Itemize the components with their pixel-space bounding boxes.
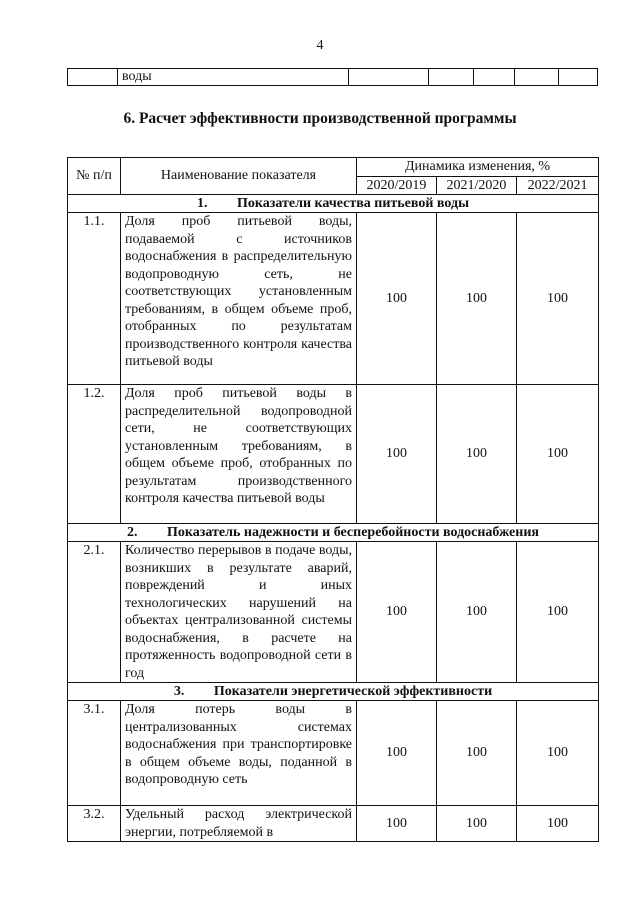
efficiency-table — [67, 157, 599, 842]
table-row — [68, 385, 599, 524]
group-number: 1. — [197, 195, 208, 211]
row-value: 100 — [357, 701, 437, 806]
row-number: 3.2. — [68, 806, 121, 842]
row-number: 1.1. — [68, 213, 121, 385]
row-value: 100 — [517, 385, 599, 524]
row-value: 100 — [357, 385, 437, 524]
row-description: Доля проб питьевой воды, подаваемой с источников водоснабжения в распределительную водопроводную сеть, не соответствующих установленным требованиям, в общем объеме проб, отобранных по результатам производственного контроля качества питьевой воды — [121, 213, 357, 385]
row-value: 100 — [437, 385, 517, 524]
group-title: Показатель надежности и бесперебойности водоснабжения — [167, 524, 539, 540]
row-number: 2.1. — [68, 542, 121, 683]
group-number: 3. — [173, 683, 185, 699]
section-title: 6. Расчет эффективности производственной программы — [123, 110, 517, 127]
group-title: Показатели качества питьевой воды — [237, 195, 469, 211]
group-row — [68, 195, 599, 213]
continuation-text: воды — [118, 69, 349, 86]
row-number: 1.2. — [68, 385, 121, 524]
table-row — [68, 213, 599, 385]
row-value: 100 — [437, 701, 517, 806]
continuation-row — [68, 69, 598, 86]
row-description: Доля потерь воды в централизованных системах водоснабжения при транспортировке в общем объеме воды, поданной в водопроводную сеть — [121, 701, 357, 806]
group-row — [68, 683, 599, 701]
row-value: 100 — [517, 213, 599, 385]
header-year: 2020/2019 — [357, 177, 437, 195]
empty-cell — [474, 69, 515, 86]
header-year: 2021/2020 — [437, 177, 517, 195]
empty-cell — [559, 69, 598, 86]
row-value: 100 — [357, 806, 437, 842]
row-value: 100 — [517, 701, 599, 806]
group-number: 2. — [127, 524, 138, 540]
group-heading — [68, 195, 599, 213]
group-title: Показатели энергетической эффективности — [213, 683, 493, 699]
empty-cell — [515, 69, 559, 86]
group-heading — [68, 524, 599, 542]
empty-cell — [68, 69, 118, 86]
header-year: 2022/2021 — [517, 177, 599, 195]
group-heading — [68, 683, 599, 701]
continuation-table — [67, 68, 598, 86]
row-description: Количество перерывов в подаче воды, возникших в результате аварий, повреждений и иных технологических нарушений на объектах централизованной системы водоснабжения, в расчете на протяженность водопроводной сети в год — [121, 542, 357, 683]
row-value: 100 — [517, 542, 599, 683]
row-value: 100 — [437, 806, 517, 842]
table-row — [68, 806, 599, 842]
group-row — [68, 524, 599, 542]
row-description: Удельный расход электрической энергии, потребляемой в — [121, 806, 357, 842]
header-dynamics: Динамика изменения, % — [357, 158, 599, 177]
page-number: 4 — [316, 38, 324, 53]
table-row — [68, 701, 599, 806]
row-value: 100 — [437, 213, 517, 385]
empty-cell — [348, 69, 428, 86]
row-value: 100 — [437, 542, 517, 683]
row-value: 100 — [357, 213, 437, 385]
empty-cell — [428, 69, 474, 86]
table-row — [68, 542, 599, 683]
header-num: № п/п — [68, 158, 121, 195]
row-description: Доля проб питьевой воды в распределительной водопроводной сети, не соответствующих установленным требованиям, в общем объеме проб, отобранных по результатам производственного контроля качества питьевой воды — [121, 385, 357, 524]
header-row — [68, 158, 599, 177]
row-value: 100 — [357, 542, 437, 683]
row-value: 100 — [517, 806, 599, 842]
header-name: Наименование показателя — [121, 158, 357, 195]
row-number: 3.1. — [68, 701, 121, 806]
